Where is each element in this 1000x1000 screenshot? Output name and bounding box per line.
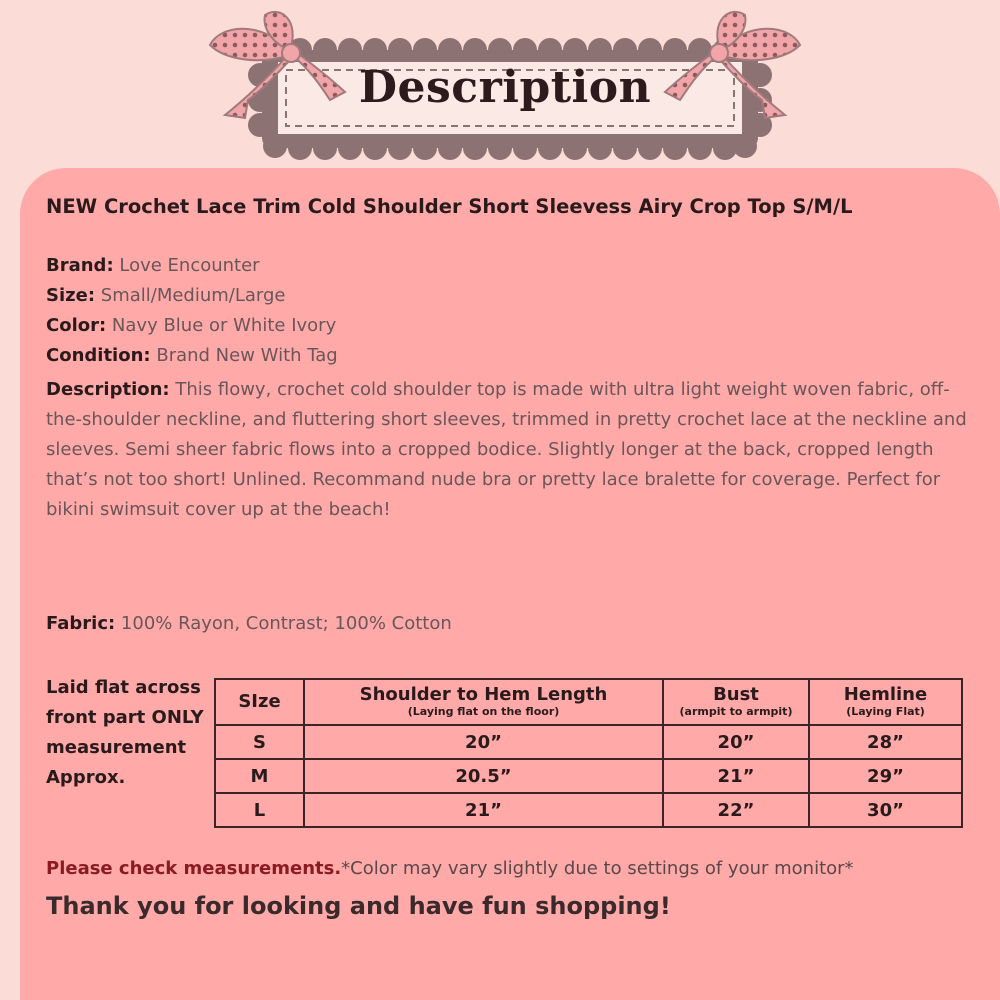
column-header-size: SIze [215,679,304,725]
color-label: Color: [46,315,107,336]
table-row [215,725,962,759]
size-row [46,285,286,306]
column-subheader-bust: (armpit to armpit) [679,705,793,718]
table-cell: 28” [809,725,962,759]
thank-you-message: Thank you for looking and have fun shopping! [46,892,671,920]
description-text: This flowy, crochet cold shoulder top is made with ultra light weight woven fabric, off-the-shoulder neckline, and fluttering short sleeves, trimmed in pretty crochet lace at the neckline and sleeves. Semi sheer fabric flows into a cropped bodice. Slightly longer at the back, cropped length that’s not too short! Unlined. Recommand nude bra or pretty lace bralette for coverage. Perfect for bikini swimsuit cover up at the beach! [46,379,967,520]
measurement-warning-line [46,858,854,879]
condition-row [46,345,338,366]
fabric-label: Fabric: [46,613,116,634]
description-label: Description: [46,379,170,400]
condition-label: Condition: [46,345,151,366]
column-header-bust: Bust (armpit to armpit) [663,679,809,725]
check-measurements-text: Please check measurements. [46,858,342,879]
color-value: Navy Blue or White Ivory [111,315,337,336]
table-cell: 21” [663,759,809,793]
brand-row [46,255,260,276]
table-cell: M [215,759,304,793]
table-row [215,793,962,827]
fabric-value: 100% Rayon, Contrast; 100% Cotton [120,613,452,634]
banner-title: Description [358,62,652,113]
table-cell: 22” [663,793,809,827]
column-subheader-hemline: (Laying Flat) [846,705,925,718]
size-chart-table [214,678,963,828]
condition-value: Brand New With Tag [156,345,338,366]
table-row [215,759,962,793]
table-cell: 21” [304,793,663,827]
table-cell: 20.5” [304,759,663,793]
measurement-note: Laid flat across front part ONLY measurement Approx. [46,677,204,788]
fabric-row [46,613,452,634]
table-cell: 20” [304,725,663,759]
table-header-row [215,679,962,725]
brand-label: Brand: [46,255,114,276]
size-value: Small/Medium/Large [100,285,286,306]
table-cell: 20” [663,725,809,759]
product-title: NEW Crochet Lace Trim Cold Shoulder Short Sleevess Airy Crop Top S/M/L [46,195,853,218]
table-cell: 29” [809,759,962,793]
description-paragraph [46,375,976,525]
brand-value: Love Encounter [119,255,260,276]
color-disclaimer-text: *Color may vary slightly due to settings of your monitor* [341,858,854,879]
column-subheader-length: (Laying flat on the floor) [407,705,560,718]
description-banner [200,0,810,170]
column-header-hemline: Hemline (Laying Flat) [809,679,962,725]
color-row [46,315,336,336]
table-cell: L [215,793,304,827]
table-cell: 30” [809,793,962,827]
table-cell: S [215,725,304,759]
column-header-length: Shoulder to Hem Length (Laying flat on the floor) [304,679,663,725]
size-label: Size: [46,285,96,306]
